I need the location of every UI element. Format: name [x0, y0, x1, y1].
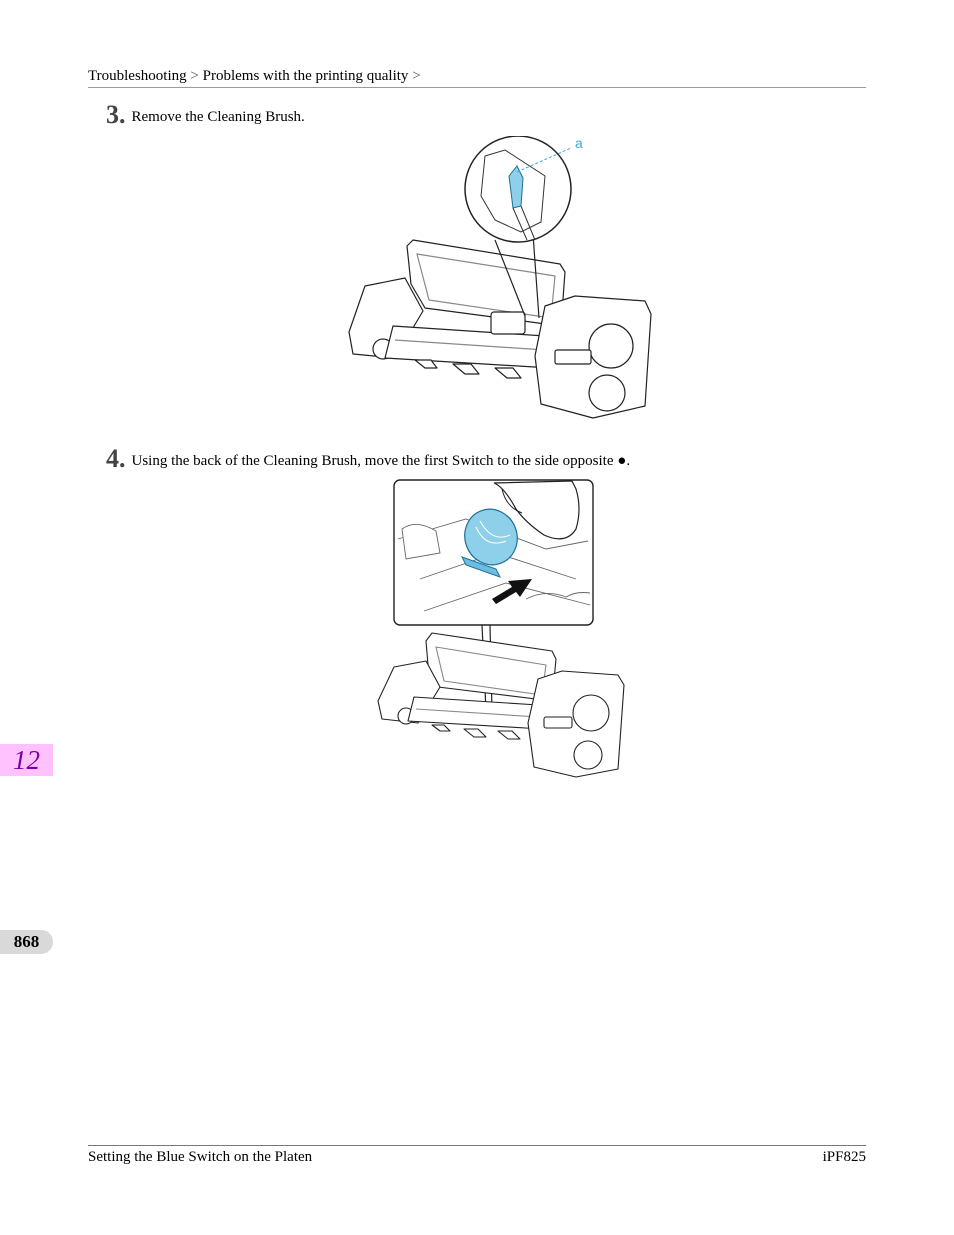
callout-label-a: a [575, 136, 583, 151]
page-footer [88, 1145, 866, 1167]
breadcrumb [88, 66, 866, 88]
footer-section-title: Setting the Blue Switch on the Platen [88, 1149, 313, 1165]
step-text: Remove the Cleaning Brush. [131, 109, 305, 125]
printer-figure-remove-brush [345, 136, 657, 428]
page-number-tab: 868 [0, 930, 53, 954]
printer-figure-move-switch [376, 479, 626, 781]
step-number: 4. [106, 444, 126, 473]
chapter-tab[interactable]: 12 [0, 744, 53, 776]
breadcrumb-printing-quality[interactable]: Problems with the printing quality [202, 68, 409, 84]
breadcrumb-separator: > [412, 68, 421, 84]
step-text: Using the back of the Cleaning Brush, move the first Switch to the side opposite ●. [131, 453, 631, 469]
breadcrumb-troubleshooting[interactable]: Troubleshooting [88, 68, 187, 84]
step-3 [106, 100, 305, 130]
step-number: 3. [106, 100, 126, 129]
zoom-callout-circle [465, 136, 571, 242]
step-4 [106, 444, 630, 474]
detail-inset-box [394, 480, 593, 625]
footer-model-name: iPF825 [822, 1149, 866, 1165]
breadcrumb-separator: > [190, 68, 199, 84]
